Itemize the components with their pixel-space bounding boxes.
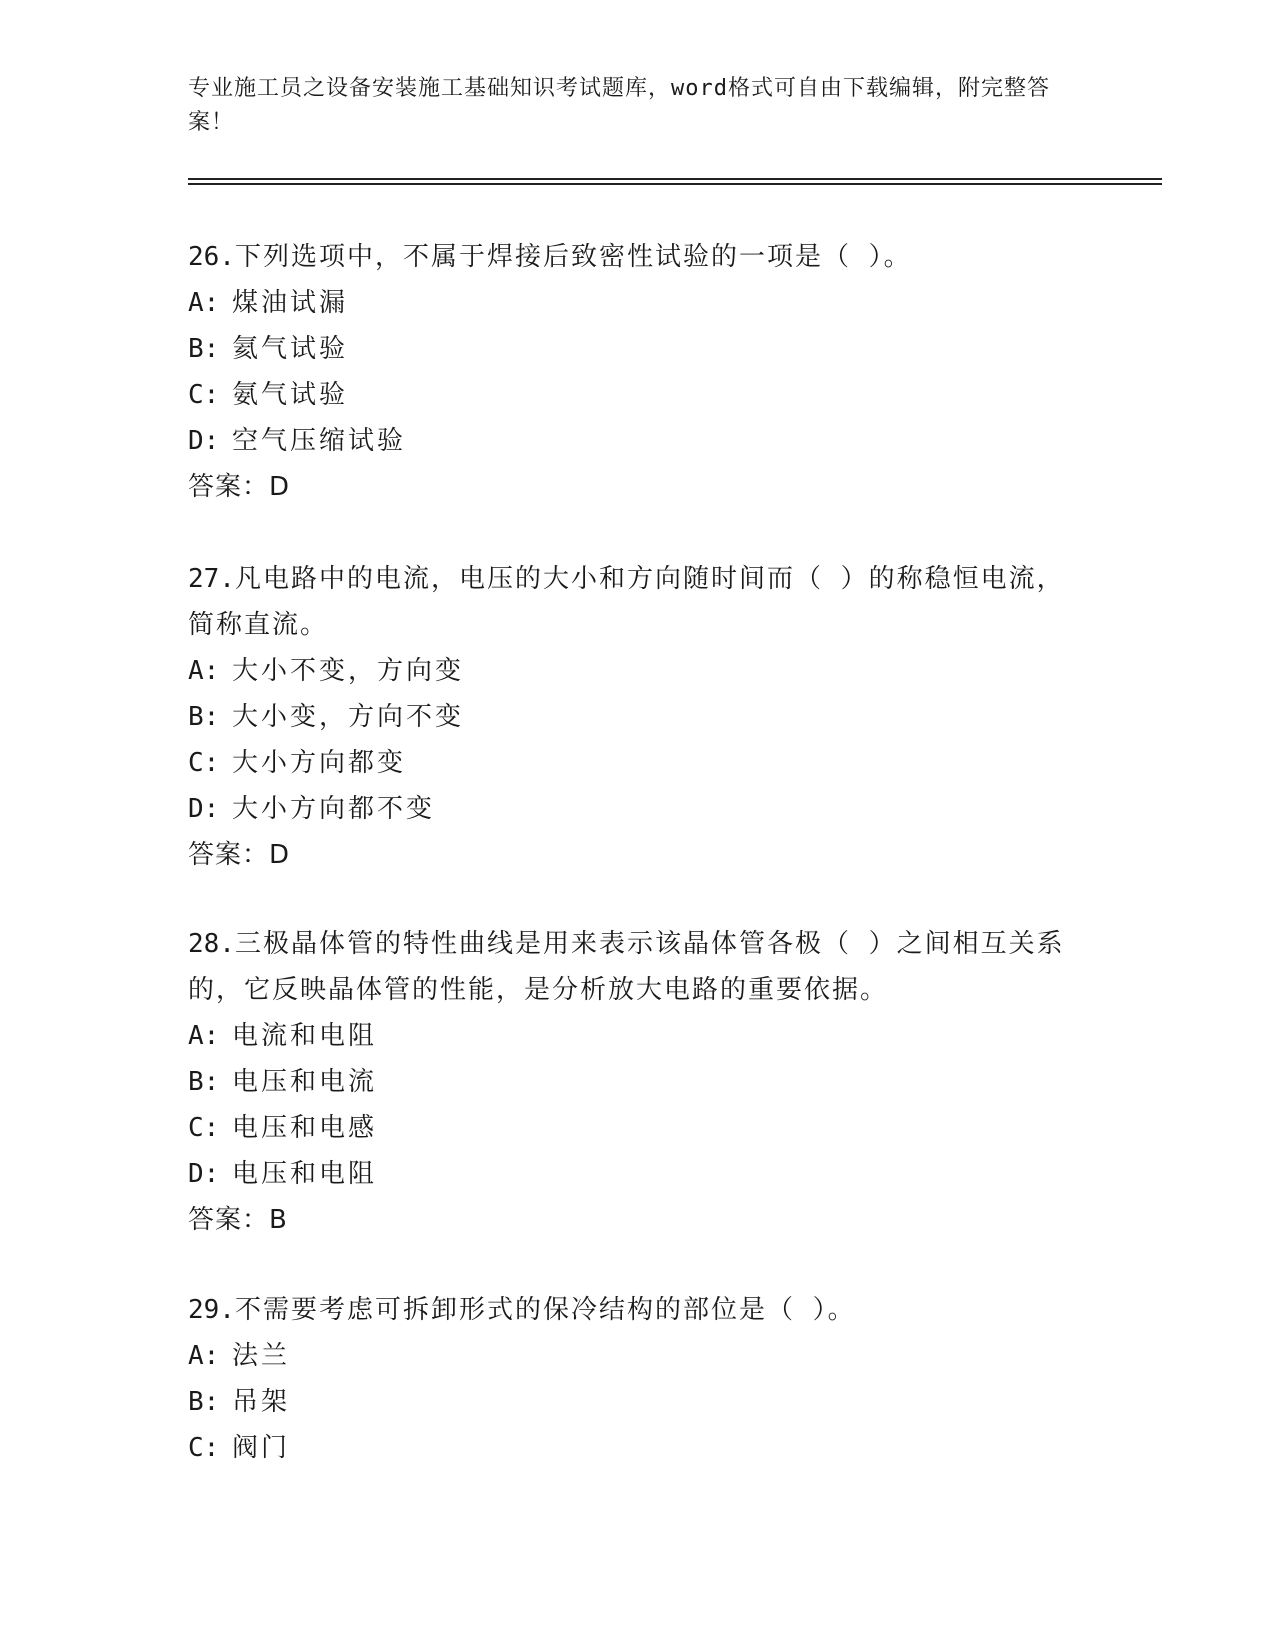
option-d: [188, 418, 1068, 464]
option-a: [188, 1013, 1068, 1059]
option-letter: C:: [188, 748, 220, 778]
question-stem: [188, 234, 1068, 280]
option-letter: C:: [188, 1113, 220, 1143]
option-b: [188, 694, 1068, 740]
option-letter: A:: [188, 1021, 220, 1051]
option-d: [188, 786, 1068, 832]
question-stem: [188, 556, 1068, 648]
option-text: 吊架: [232, 1387, 291, 1417]
option-b: [188, 1059, 1068, 1105]
option-text: 空气压缩试验: [232, 426, 407, 456]
option-letter: B:: [188, 334, 220, 364]
question-number: 27.: [188, 564, 235, 594]
option-text: 电压和电流: [232, 1067, 378, 1097]
option-letter: A:: [188, 656, 220, 686]
option-c: [188, 1425, 1068, 1471]
option-text: 电压和电阻: [232, 1159, 378, 1189]
option-text: 大小方向都变: [232, 748, 407, 778]
option-letter: D:: [188, 1159, 220, 1189]
option-d: [188, 1151, 1068, 1197]
option-b: [188, 326, 1068, 372]
option-letter: B:: [188, 702, 220, 732]
option-letter: C:: [188, 380, 220, 410]
option-text: 大小变，方向不变: [232, 702, 465, 732]
question-number: 29.: [188, 1295, 235, 1325]
question-26: [188, 234, 1068, 510]
option-a: [188, 648, 1068, 694]
header-rule-bottom: [188, 183, 1162, 185]
document-header: 专业施工员之设备安装施工基础知识考试题库，word格式可自由下载编辑，附完整答案！: [188, 76, 1050, 135]
question-number: 28.: [188, 929, 235, 959]
question-29: [188, 1287, 1068, 1471]
option-a: [188, 1333, 1068, 1379]
option-text: 阀门: [232, 1433, 291, 1463]
option-text: 电压和电感: [232, 1113, 378, 1143]
option-text: 煤油试漏: [232, 288, 349, 318]
header-rule-top: [188, 178, 1162, 180]
question-28: [188, 921, 1068, 1243]
question-27: [188, 556, 1068, 878]
option-text: 法兰: [232, 1341, 291, 1371]
option-a: [188, 280, 1068, 326]
option-letter: D:: [188, 426, 220, 456]
question-text: 下列选项中，不属于焊接后致密性试验的一项是（ ）。: [234, 242, 912, 272]
question-text: 不需要考虑可拆卸形式的保冷结构的部位是（ ）。: [234, 1295, 856, 1325]
option-c: [188, 740, 1068, 786]
answer-line: 答案：D: [188, 472, 291, 502]
answer-line: 答案：B: [188, 1205, 288, 1235]
question-text: 三极晶体管的特性曲线是用来表示该晶体管各极（ ）之间相互关系的，它反映晶体管的性能，是分析放大电路的重要依据。: [188, 929, 1065, 1005]
option-c: [188, 1105, 1068, 1151]
question-text: 凡电路中的电流，电压的大小和方向随时间而（ ）的称稳恒电流，简称直流。: [188, 564, 1065, 640]
option-text: 电流和电阻: [232, 1021, 378, 1051]
option-letter: A:: [188, 1341, 220, 1371]
answer-line: 答案：D: [188, 840, 291, 870]
option-text: 氨气试验: [232, 380, 349, 410]
option-text: 大小不变，方向变: [232, 656, 465, 686]
question-stem: [188, 921, 1068, 1013]
question-number: 26.: [188, 242, 235, 272]
option-b: [188, 1379, 1068, 1425]
option-letter: B:: [188, 1387, 220, 1417]
option-c: [188, 372, 1068, 418]
option-letter: C:: [188, 1433, 220, 1463]
option-text: 氦气试验: [232, 334, 349, 364]
question-stem: [188, 1287, 1068, 1333]
option-letter: D:: [188, 794, 220, 824]
option-letter: A:: [188, 288, 220, 318]
option-letter: B:: [188, 1067, 220, 1097]
option-text: 大小方向都不变: [232, 794, 436, 824]
